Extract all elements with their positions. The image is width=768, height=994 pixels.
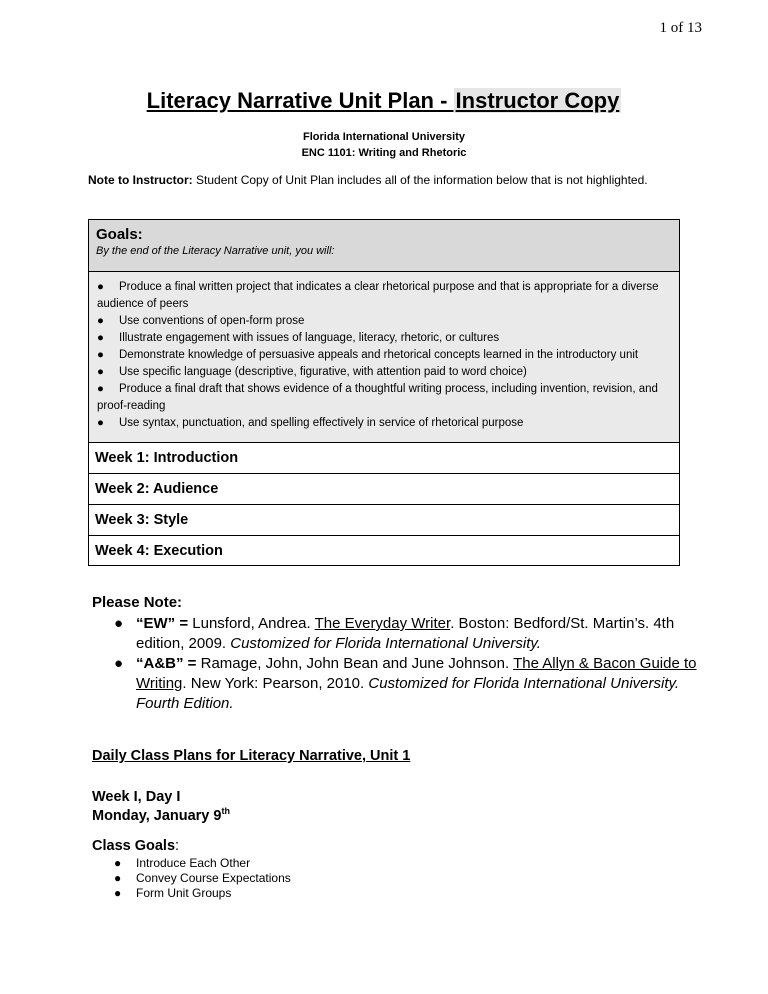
bullet-icon: ●	[97, 366, 104, 378]
goals-list	[89, 272, 679, 443]
bullet-icon: ●	[114, 871, 122, 885]
day-heading	[92, 788, 230, 826]
week-row-4: Week 4: Execution	[95, 543, 223, 559]
bullet-icon: ●	[114, 886, 122, 900]
note-label: Note to Instructor:	[88, 173, 193, 187]
institution-name: Florida International University	[303, 131, 465, 143]
bullet-icon: ●	[97, 332, 104, 344]
note-text: Student Copy of Unit Plan includes all of the information below that is not highlighted.	[192, 173, 648, 187]
page-number: 1 of 13	[659, 20, 702, 36]
bullet-icon: ●	[97, 349, 104, 361]
bullet-icon: ●	[97, 417, 104, 429]
goal-item: ● Demonstrate knowledge of persuasive appeals and rhetorical concepts learned in the introductory unit	[97, 347, 671, 364]
document-title	[0, 88, 768, 114]
class-goals-heading: Class Goals:	[92, 838, 180, 854]
reference-ab: ● “A&B” = Ramage, John, John Bean and June Johnson. The Allyn & Bacon Guide to Writing. New York: Pearson, 2010. Customized for Florida International University. Fourth Edition.	[114, 655, 697, 712]
goals-header	[89, 220, 679, 272]
goal-item: ● Use specific language (descriptive, figurative, with attention paid to word choice)	[97, 364, 671, 381]
bullet-icon: ●	[97, 383, 104, 395]
course-name: ENC 1101: Writing and Rhetoric	[301, 147, 467, 159]
title-highlight: Instructor Copy	[455, 88, 620, 113]
list-item: ● Form Unit Groups	[114, 886, 232, 900]
bullet-icon: ●	[114, 655, 124, 672]
list-item: ● Introduce Each Other	[114, 856, 251, 870]
goals-subtitle: By the end of the Literacy Narrative unit, you will:	[96, 245, 335, 257]
week-row-1: Week 1: Introduction	[89, 443, 679, 474]
goal-item: ● Produce a final written project that indicates a clear rhetorical purpose and that is appropriate for a diverse audience of peers	[97, 281, 659, 310]
instructor-note	[88, 173, 648, 187]
goals-table	[88, 219, 680, 566]
week-row-3: Week 3: Style	[89, 505, 679, 536]
please-note-heading: Please Note:	[92, 594, 183, 611]
goal-item: ● Produce a final draft that shows evidence of a thoughtful writing process, including invention, revision, and proof-reading	[97, 383, 658, 412]
class-goals-list	[114, 856, 291, 901]
reference-list	[114, 614, 714, 714]
title-main: Literacy Narrative Unit Plan -	[146, 88, 454, 113]
date-label: Monday, January 9th	[92, 806, 230, 824]
goal-item: ● Use syntax, punctuation, and spelling effectively in service of rhetorical purpose	[97, 415, 671, 432]
reference-ew: ● “EW” = Lunsford, Andrea. The Everyday Writer. Boston: Bedford/St. Martin’s. 4th edition, 2009. Customized for Florida International University.	[114, 615, 675, 652]
list-item: ● Convey Course Expectations	[114, 871, 291, 885]
book-title: The Allyn & Bacon Guide to Writing	[136, 655, 697, 692]
bullet-icon: ●	[114, 856, 122, 870]
goal-item: ● Use conventions of open-form prose	[97, 313, 671, 330]
book-title: The Everyday Writer	[314, 615, 451, 632]
daily-plans-heading: Daily Class Plans for Literacy Narrative, Unit 1	[92, 748, 411, 764]
week-row-2: Week 2: Audience	[89, 474, 679, 505]
bullet-icon: ●	[97, 281, 104, 293]
goal-item: ● Illustrate engagement with issues of language, literacy, rhetoric, or cultures	[97, 330, 671, 347]
bullet-icon: ●	[97, 315, 104, 327]
goals-title: Goals:	[96, 226, 143, 243]
week-day-label: Week I, Day I	[92, 789, 181, 805]
bullet-icon: ●	[114, 615, 124, 632]
